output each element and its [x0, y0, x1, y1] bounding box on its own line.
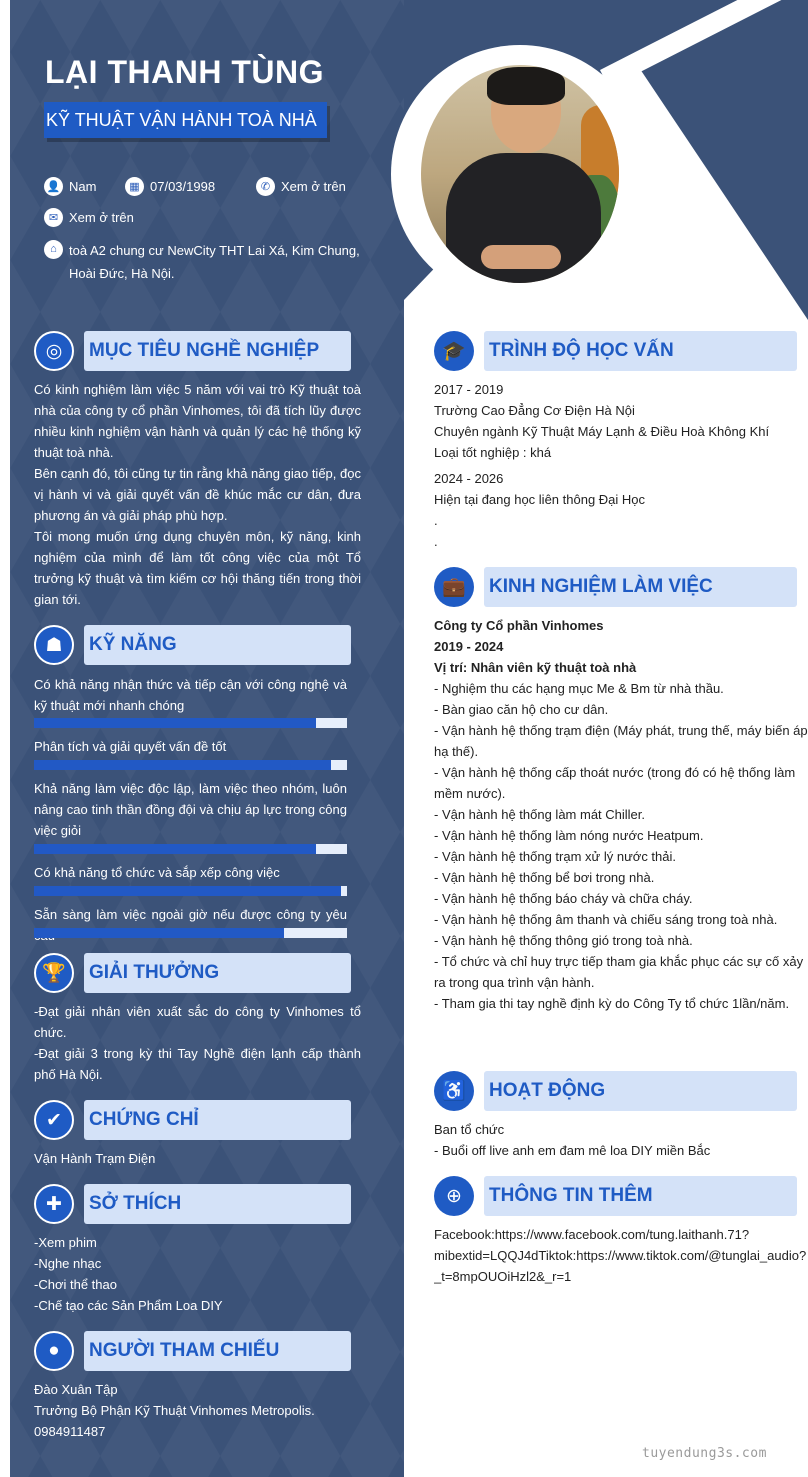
puzzle-icon: ✚	[34, 1184, 74, 1224]
references-text	[34, 1379, 361, 1442]
experience-duty: - Vận hành hệ thống làm mát Chiller.	[434, 807, 646, 822]
activity-line: - Buổi off live anh em đam mê loa DIY miền Bắc	[434, 1143, 711, 1158]
hobbies-text	[34, 1232, 361, 1316]
experience-title: KINH NGHIỆM LÀM VIỆC	[484, 567, 797, 607]
person-icon: ●	[34, 1331, 74, 1371]
skill-item	[34, 862, 347, 883]
hobby-line: -Nghe nhạc	[34, 1256, 102, 1271]
target-icon: ◎	[34, 331, 74, 371]
gender-info	[44, 177, 96, 196]
objective-paragraph: Có kinh nghiệm làm việc 5 năm với vai trò Kỹ thuật toà nhà của công ty cổ phần Vinhomes, tôi đã tích lũy được nhiều kinh nghiệm vận hành và quản lý các hệ thống kỹ thuật toà nhà.	[34, 382, 361, 460]
person-icon: 👤	[44, 177, 63, 196]
experience-duty: - Vận hành hệ thống cấp thoát nước (trong đó có hệ thống làm mềm nước).	[434, 765, 796, 801]
education-title: TRÌNH ĐỘ HỌC VẤN	[484, 331, 797, 371]
skill-label: Khả năng làm việc độc lập, làm việc theo nhóm, luôn nâng cao tinh thần đồng đội và chịu áp lực trong công việc giỏi	[34, 781, 347, 838]
experience-heading	[434, 567, 798, 607]
skill-label: Sẵn sàng làm việc ngoài giờ nếu được công ty yêu	[34, 907, 347, 922]
extra-info-text	[434, 1224, 808, 1287]
hobby-line: -Chơi thể thao	[34, 1277, 117, 1292]
certificates-text	[34, 1148, 361, 1169]
email-info	[44, 208, 134, 227]
education-text	[434, 379, 808, 552]
gender-value: Nam	[69, 179, 97, 194]
badge-check-icon: ✔	[34, 1100, 74, 1140]
candidate-name: LẠI THANH TÙNG	[45, 54, 324, 90]
skill-bar-fill	[34, 760, 331, 770]
skill-bar	[34, 760, 347, 770]
email-value: Xem ở trên	[69, 210, 134, 225]
objective-heading	[34, 331, 352, 371]
skill-bar-fill	[34, 718, 316, 728]
education-line: Hiện tại đang học liên thông Đại Học	[434, 492, 646, 507]
hobby-line: -Chế tạo các Sản Phẩm Loa DIY	[34, 1298, 223, 1313]
references-heading	[34, 1331, 352, 1371]
skill-item	[34, 904, 347, 946]
education-line: 2017 - 2019	[434, 382, 504, 397]
extra-info-line: _t=8mpOUOiHzl2&_r=1	[434, 1269, 572, 1284]
certificates-heading	[34, 1100, 352, 1140]
awards-heading	[34, 953, 352, 993]
experience-company: Công ty Cổ phần Vinhomes	[434, 618, 604, 633]
experience-duty: - Bàn giao căn hộ cho cư dân.	[434, 702, 609, 717]
skills-heading	[34, 625, 352, 665]
skill-bar-fill	[34, 844, 316, 854]
skill-label: Phân tích và giải quyết vấn đề tốt	[34, 739, 227, 754]
activity-line: Ban tổ chức	[434, 1122, 505, 1137]
education-line: Trường Cao Đẳng Cơ Điện Hà Nội	[434, 403, 635, 418]
objective-title: MỤC TIÊU NGHỀ NGHIỆP	[84, 331, 351, 371]
experience-duty: - Vận hành hệ thống âm thanh và chiếu sáng trong toà nhà.	[434, 912, 778, 927]
objective-paragraph: Bên cạnh đó, tôi cũng tự tin rằng khả năng giao tiếp, đọc vị hành vi và giải quyết vấn đề khúc mắc cư dân, đưa phương án và giải pháp phù hợp.	[34, 466, 361, 523]
education-line: .	[434, 534, 438, 549]
experience-duty: - Tham gia thi tay nghề định kỳ do Công Ty tổ chức 1lần/năm.	[434, 996, 790, 1011]
calendar-icon: ▦	[125, 177, 144, 196]
education-line: .	[434, 513, 438, 528]
skill-label: Có khả năng tổ chức và sắp xếp công việc	[34, 865, 280, 880]
experience-text	[434, 615, 808, 1014]
experience-duty: - Vận hành hệ thống thông gió trong toà nhà.	[434, 933, 693, 948]
watermark: tuyendung3s.com	[642, 1446, 767, 1461]
education-line: 2024 - 2026	[434, 471, 504, 486]
award-line: -Đạt giải 3 trong kỳ thi Tay Nghề điện lạnh cấp thành phố Hà Nội.	[34, 1046, 361, 1082]
skill-item	[34, 736, 347, 757]
education-line: Loại tốt nghiệp : khá	[434, 445, 552, 460]
extra-info-title: THÔNG TIN THÊM	[484, 1176, 797, 1216]
skill-bar	[34, 886, 347, 896]
awards-text	[34, 1001, 361, 1085]
experience-period: 2019 - 2024	[434, 639, 504, 654]
hobby-line: -Xem phim	[34, 1235, 97, 1250]
birthday-value: 07/03/1998	[150, 179, 216, 194]
avatar	[421, 65, 619, 283]
education-heading	[434, 331, 798, 371]
trophy-icon: 🏆	[34, 953, 74, 993]
objective-text	[34, 379, 361, 610]
skill-bar	[34, 928, 347, 938]
experience-position: Vị trí: Nhân viên kỹ thuật toà nhà	[434, 660, 637, 675]
plus-circle-icon: ⊕	[434, 1176, 474, 1216]
skill-bar-fill	[34, 886, 341, 896]
experience-duty: - Vận hành hệ thống báo cháy và chữa cháy.	[434, 891, 693, 906]
brain-icon: ☗	[34, 625, 74, 665]
activities-heading	[434, 1071, 798, 1111]
education-line: Chuyên ngành Kỹ Thuật Máy Lạnh & Điều Hoà Không Khí	[434, 424, 770, 439]
address-value: toà A2 chung cư NewCity THT Lai Xá, Kim Chung, Hoài Đức, Hà Nội.	[69, 243, 360, 281]
skills-title: KỸ NĂNG	[84, 625, 351, 665]
phone-info	[256, 177, 346, 196]
activities-title: HOẠT ĐỘNG	[484, 1071, 797, 1111]
phone-value: Xem ở trên	[281, 179, 346, 194]
experience-duty: - Nghiệm thu các hạng mục Me & Bm từ nhà thầu.	[434, 681, 724, 696]
experience-duty: - Vận hành hệ thống bể bơi trong nhà.	[434, 870, 655, 885]
skill-item	[34, 778, 347, 841]
experience-duty: - Vận hành hệ thống trạm xử lý nước thải.	[434, 849, 676, 864]
reference-line: 0984911487	[34, 1424, 106, 1439]
skill-bar	[34, 844, 347, 854]
skill-bar	[34, 718, 347, 728]
reference-line: Trưởng Bộ Phận Kỹ Thuật Vinhomes Metropolis.	[34, 1403, 315, 1418]
experience-duty: - Vận hành hệ thống làm nóng nước Heatpum.	[434, 828, 704, 843]
skill-item	[34, 674, 347, 716]
references-title: NGƯỜI THAM CHIẾU	[84, 1331, 351, 1371]
objective-paragraph: Tôi mong muốn ứng dụng chuyên môn, kỹ năng, kinh nghiệm của mình để làm tốt công việc của một Tổ trưởng kỹ thuật và tìm kiếm cơ hội thăng tiến trong thời gian tới.	[34, 529, 361, 607]
graduation-cap-icon: 🎓	[434, 331, 474, 371]
accessibility-person-icon: ♿	[434, 1071, 474, 1111]
envelope-icon: ✉	[44, 208, 63, 227]
extra-info-heading	[434, 1176, 798, 1216]
home-icon: ⌂	[44, 240, 63, 259]
experience-duty: - Vận hành hệ thống trạm điện (Máy phát, trung thế, máy biến áp hạ thế).	[434, 723, 808, 759]
reference-line: Đào Xuân Tập	[34, 1382, 118, 1397]
skill-label: Có khả năng nhận thức và tiếp cận với công nghệ và kỹ thuật mới nhanh chóng	[34, 677, 347, 713]
certificates-title: CHỨNG CHỈ	[84, 1100, 351, 1140]
experience-duty: - Tổ chức và chỉ huy trực tiếp tham gia khắc phục các sự cố xảy ra trong qua trình vận hành.	[434, 954, 804, 990]
skill-bar-fill	[34, 928, 284, 938]
extra-info-line: mibextid=LQQJ4dTiktok:https://www.tiktok.com/@tunglai_audio?	[434, 1248, 807, 1263]
certificate-line: Vận Hành Trạm Điện	[34, 1151, 156, 1166]
birthday-info	[125, 177, 215, 196]
award-line: -Đạt giải nhân viên xuất sắc do công ty Vinhomes tổ chức.	[34, 1004, 361, 1040]
job-title-badge: KỸ THUẬT VẬN HÀNH TOÀ NHÀ	[44, 102, 327, 138]
hobbies-title: SỞ THÍCH	[84, 1184, 351, 1224]
hobbies-heading	[34, 1184, 352, 1224]
extra-info-line: Facebook:https://www.facebook.com/tung.laithanh.71?	[434, 1227, 750, 1242]
briefcase-icon: 💼	[434, 567, 474, 607]
activities-text	[434, 1119, 808, 1161]
address-info	[44, 239, 389, 285]
phone-icon: ✆	[256, 177, 275, 196]
awards-title: GIẢI THƯỞNG	[84, 953, 351, 993]
